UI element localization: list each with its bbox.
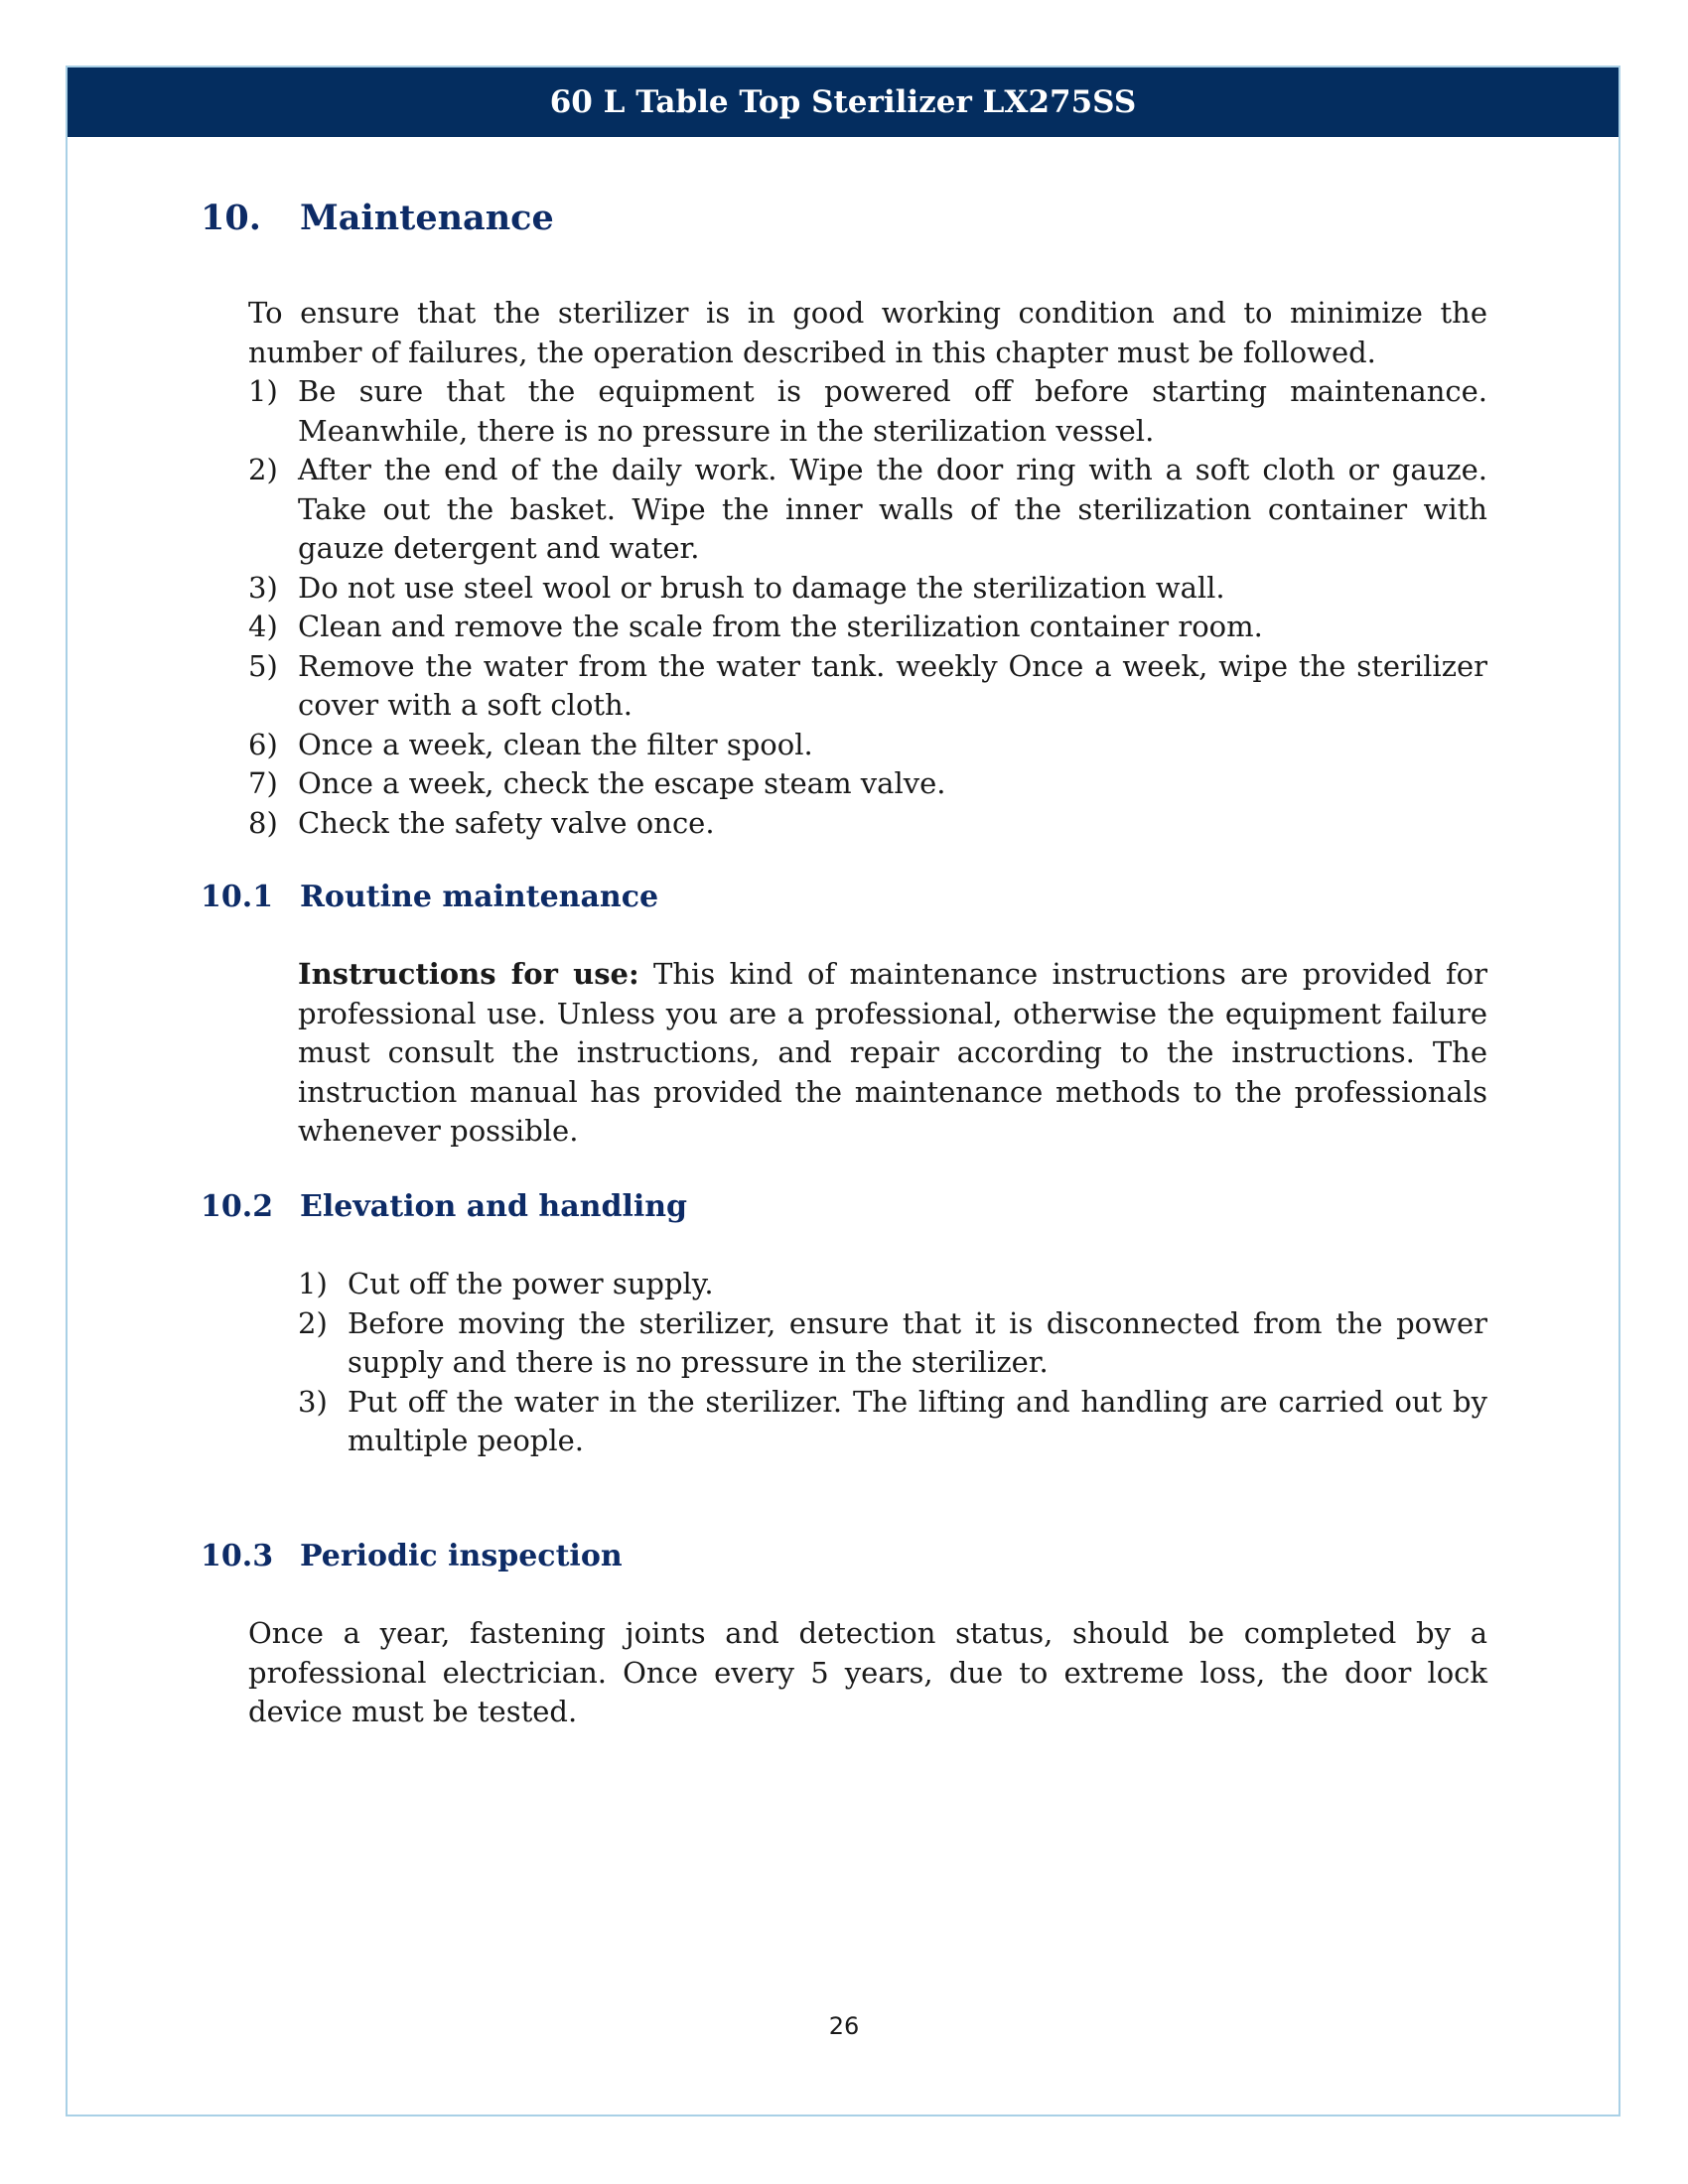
list-item-text: Cut off the power supply. (348, 1267, 714, 1300)
subsection-title: Routine maintenance (300, 880, 659, 914)
list-item (248, 608, 1487, 647)
subsection-heading-inspection (201, 1537, 623, 1576)
page-number: 26 (828, 2012, 860, 2040)
list-item-text: Be sure that the equipment is powered off before starting maintenance. Meanwhile, there is no pressure in the sterilization vessel. (298, 374, 1487, 448)
list-marker: 3) (298, 1384, 328, 1419)
list-item (248, 372, 1487, 451)
list-item-text: Remove the water from the water tank. weekly Once a week, wipe the sterilizer cover with a soft cloth. (298, 648, 1487, 722)
subsection-heading-routine (201, 878, 658, 917)
section-number: 10. (201, 198, 261, 238)
list-item-text: Do not use steel wool or brush to damage the sterilization wall. (298, 570, 1225, 605)
subsection-heading-elevation (201, 1187, 687, 1227)
subsection-number: 10.3 (201, 1539, 274, 1573)
instructions-text: This kind of maintenance instructions are provided for professional use. Unless you are a professional, otherwise the equipment failure must consult the instructions, and repair according to the instructions. The instruction manual has provided the maintenance methods to the professionals whenever possible. (298, 957, 1487, 1148)
document-header (68, 68, 1618, 137)
list-marker: 2) (248, 453, 278, 486)
list-item-text: After the end of the daily work. Wipe the door ring with a soft cloth or gauze. Take out the basket. Wipe the inner walls of the sterilization container with gauze detergent and water. (298, 453, 1487, 565)
list-marker: 3) (248, 570, 278, 605)
section-heading (201, 199, 554, 238)
maintenance-list (248, 372, 1487, 843)
list-item (248, 647, 1487, 726)
list-item (248, 726, 1487, 765)
list-item-text: Once a week, check the escape steam valve. (298, 766, 946, 800)
inspection-paragraph: Once a year, fastening joints and detection status, should be completed by a professional electrician. Once every 5 years, due to extreme loss, the door lock device must be tested. (248, 1616, 1487, 1728)
list-item-text: Check the safety valve once. (298, 805, 715, 840)
list-item (248, 804, 1487, 844)
list-item (298, 1265, 1487, 1304)
subsection-title: Periodic inspection (300, 1539, 623, 1573)
list-item (298, 1304, 1487, 1383)
routine-maintenance-paragraph (298, 955, 1487, 1152)
list-item (298, 1383, 1487, 1461)
list-item-text: Once a week, clean the filter spool. (298, 727, 813, 761)
list-item-text: Put off the water in the sterilizer. The lifting and handling are carried out by multiple people. (348, 1384, 1487, 1457)
list-item-text: Before moving the sterilizer, ensure that it is disconnected from the power supply and there is no pressure in the sterilizer. (348, 1305, 1487, 1379)
list-marker: 8) (248, 805, 278, 840)
list-item (248, 451, 1487, 569)
subsection-title: Elevation and handling (300, 1189, 688, 1224)
list-marker: 1) (248, 374, 278, 408)
list-marker: 7) (248, 766, 278, 800)
section-intro: To ensure that the sterilizer is in good working condition and to minimize the number of failures, the operation described in this chapter must be followed. (248, 296, 1487, 369)
list-marker: 2) (298, 1305, 328, 1340)
instructions-lead: Instructions for use: (298, 957, 639, 991)
list-item (248, 764, 1487, 804)
document-title: 60 L Table Top Sterilizer LX275SS (549, 84, 1137, 120)
list-item-text: Clean and remove the scale from the sterilization container room. (298, 610, 1263, 643)
elevation-list (298, 1265, 1487, 1461)
list-marker: 6) (248, 727, 278, 761)
list-item (248, 569, 1487, 609)
list-marker: 1) (298, 1267, 328, 1300)
list-marker: 4) (248, 610, 278, 643)
subsection-number: 10.2 (201, 1189, 274, 1224)
list-marker: 5) (248, 648, 278, 683)
subsection-number: 10.1 (201, 880, 274, 914)
section-title: Maintenance (300, 198, 554, 238)
